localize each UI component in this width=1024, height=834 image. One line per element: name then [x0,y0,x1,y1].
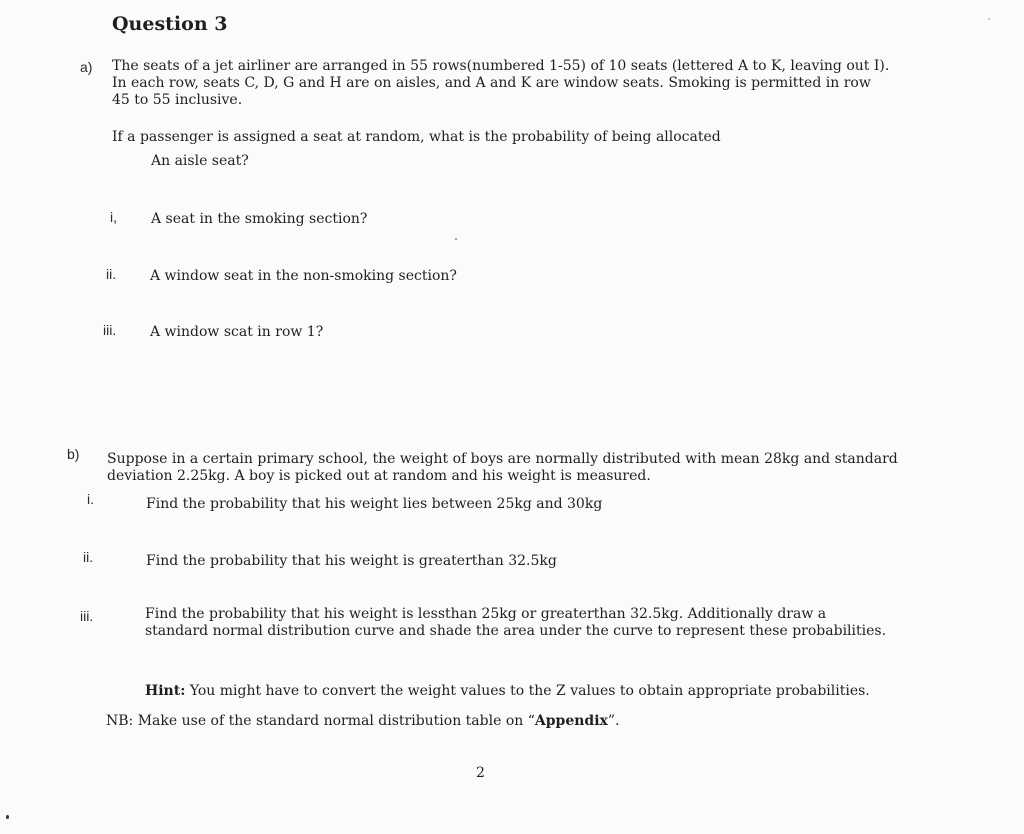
part-a-question-aisle: An aisle seat? [151,153,249,169]
part-a-intro-line2: In each row, seats C, D, G and H are on aisles, and A and K are window seats. Smoking is permitted in row [112,75,871,91]
page-number: 2 [476,765,485,781]
part-a-item-2-text: A window seat in the non-smoking section? [150,268,457,284]
nb-appendix: Appendix [534,713,608,729]
part-a-intro-line3: 45 to 55 inclusive. [112,92,243,108]
part-a-item-1-num: i, [110,209,117,225]
part-b-item-3-line1: Find the probability that his weight is lessthan 25kg or greaterthan 32.5kg. Additionally draw a [145,606,827,622]
nb-line [106,712,619,730]
part-a-intro [112,58,889,109]
part-b-intro [107,451,898,485]
part-b-item-3-num: iii. [80,608,94,624]
part-a-label: a) [80,59,93,75]
part-b-item-2-text: Find the probability that his weight is greaterthan 32.5kg [146,553,557,569]
part-b-item-3-line2: standard normal distribution curve and shade the area under the curve to represent these probabilities. [145,623,887,639]
part-a-item-3-text: A window scat in row 1? [150,324,324,340]
part-b-item-1-num: i. [87,491,94,507]
part-a-item-3-num: iii. [103,322,117,338]
scan-speck [455,238,457,240]
part-b-intro-line1: Suppose in a certain primary school, the weight of boys are normally distributed with mean 28kg and standard [107,451,898,467]
part-b-intro-line2: deviation 2.25kg. A boy is picked out at random and his weight is measured. [107,468,651,484]
part-b-item-1-text: Find the probability that his weight lies between 25kg and 30kg [146,496,603,512]
part-a-item-1-text: A seat in the smoking section? [151,211,368,227]
hint-text: You might have to convert the weight values to the Z values to obtain appropriate probabilities. [189,683,870,699]
part-b-item-3-text [145,606,886,640]
question-title: Question 3 [112,13,228,35]
hint-label: Hint: [145,683,186,699]
part-a-item-2-num: ii. [106,266,117,282]
part-a-prompt: If a passenger is assigned a seat at random, what is the probability of being allocated [112,129,721,145]
scan-speck [988,18,990,20]
nb-text-before: Make use of the standard normal distribution table on “ [137,713,535,729]
nb-label: NB: [106,713,134,729]
scan-speck [6,815,9,819]
nb-text-after: ”. [607,713,620,729]
part-b-label: b) [67,446,80,462]
part-b-item-2-num: ii. [83,549,94,565]
hint-line [145,682,870,700]
part-a-intro-line1: The seats of a jet airliner are arranged in 55 rows(numbered 1-55) of 10 seats (lettered A to K, leaving out I). [112,58,890,74]
